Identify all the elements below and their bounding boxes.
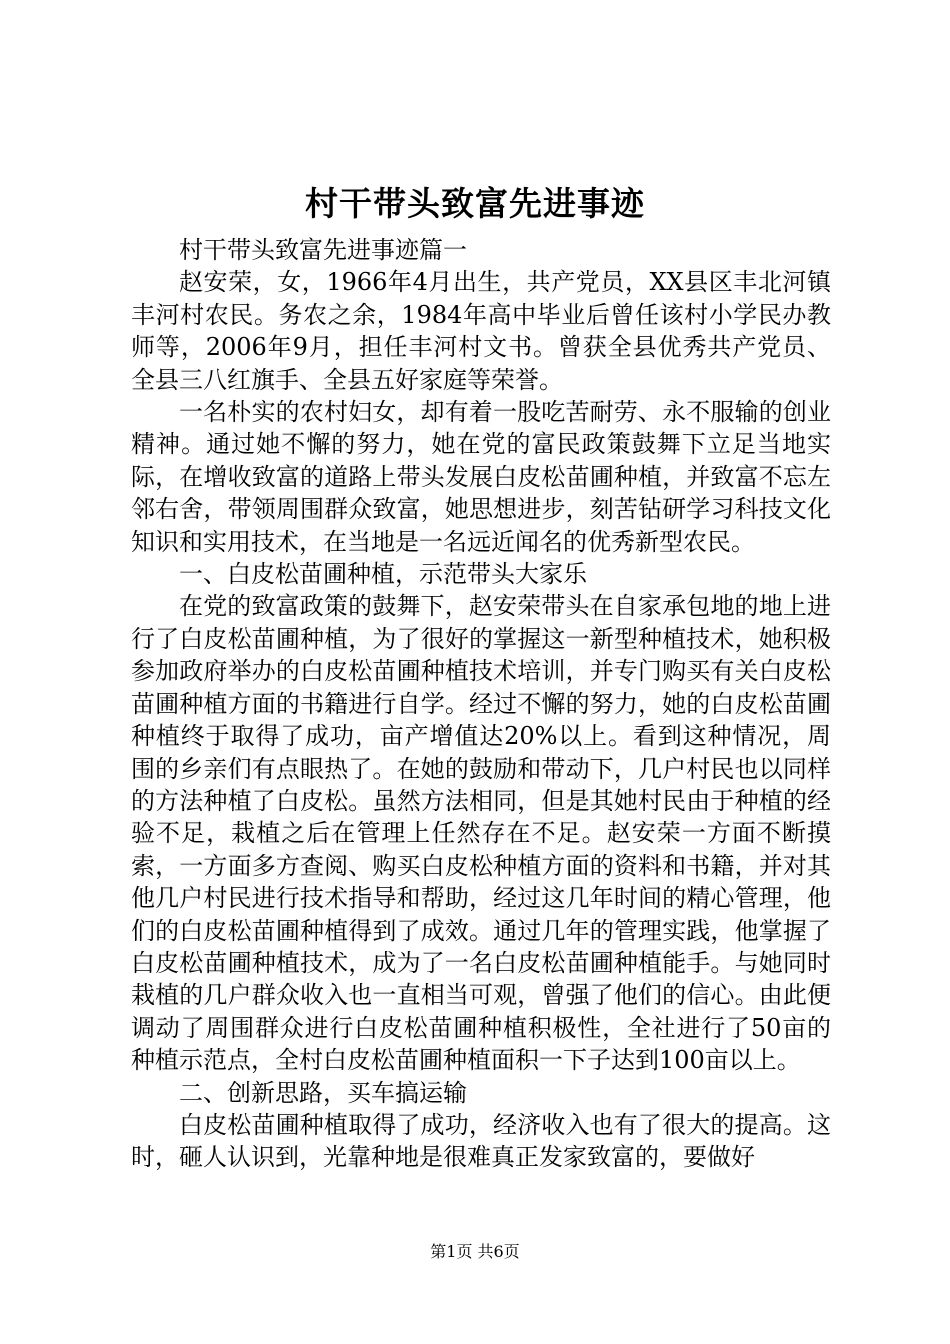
section-heading-2: 二、创新思路，买车搞运输 bbox=[179, 1078, 467, 1107]
section-paragraph-1: 在党的致富政策的鼓舞下，赵安荣带头在自家承包地的地上进行了白皮松苗圃种植，为了很好的掌握这一新型种植技术，她积极参加政府举办的白皮松苗圃种植技术培训，并专门购买有关白皮松苗圃种植方面的书籍进行自学。经过不懈的努力，她的白皮松苗圃种植终于取得了成功，亩产增值达20%以上。看到这种情况，周围的乡亲们有点眼热了。在她的鼓励和带动下，几户村民也以同样的方法种植了白皮松。虽然方法相同，但是其她村民由于种植的经验不足，栽植之后在管理上任然存在不足。赵安荣一方面不断摸索，一方面多方查阅、购买白皮松种植方面的资料和书籍，并对其他几户村民进行技术指导和帮助，经过这几年时间的精心管理，他们的白皮松苗圃种植得到了成效。通过几年的管理实践，他掌握了白皮松苗圃种植技术，成为了一名白皮松苗圃种植能手。与她同时栽植的几户群众收入也一直相当可观，曾强了他们的信心。由此便调动了周围群众进行白皮松苗圃种植积极性，全社进行了50亩的种植示范点，全村白皮松苗圃种植面积一下子达到100亩以上。 bbox=[131, 592, 831, 1075]
section-heading-1: 一、白皮松苗圃种植，示范带头大家乐 bbox=[179, 560, 587, 589]
section-paragraph-2: 白皮松苗圃种植取得了成功，经济收入也有了很大的提高。这时，砸人认识到，光靠种地是很难真正发家致富的，要做好 bbox=[131, 1110, 831, 1172]
document-subtitle: 村干带头致富先进事迹篇一 bbox=[179, 236, 467, 264]
document-body bbox=[131, 234, 831, 1174]
paragraph-intro: 赵安荣，女，1966年4月出生，共产党员，XX县区丰北河镇丰河村农民。务农之余，1984年高中毕业后曾任该村小学民办教师等，2006年9月，担任丰河村文书。曾获全县优秀共产党员、全县三八红旗手、全县五好家庭等荣誉。 bbox=[131, 268, 831, 394]
paragraph-spirit: 一名朴实的农村妇女，却有着一股吃苦耐劳、永不服输的创业精神。通过她不懈的努力，她在党的富民政策鼓舞下立足当地实际，在增收致富的道路上带头发展白皮松苗圃种植，并致富不忘左邻右舍，带领周围群众致富，她思想进步，刻苦钻研学习科技文化知识和实用技术，在当地是一名远近闻名的优秀新型农民。 bbox=[131, 398, 831, 556]
page-footer: 第1页 共6页 bbox=[430, 1242, 520, 1261]
document-title: 村干带头致富先进事迹 bbox=[305, 184, 645, 223]
